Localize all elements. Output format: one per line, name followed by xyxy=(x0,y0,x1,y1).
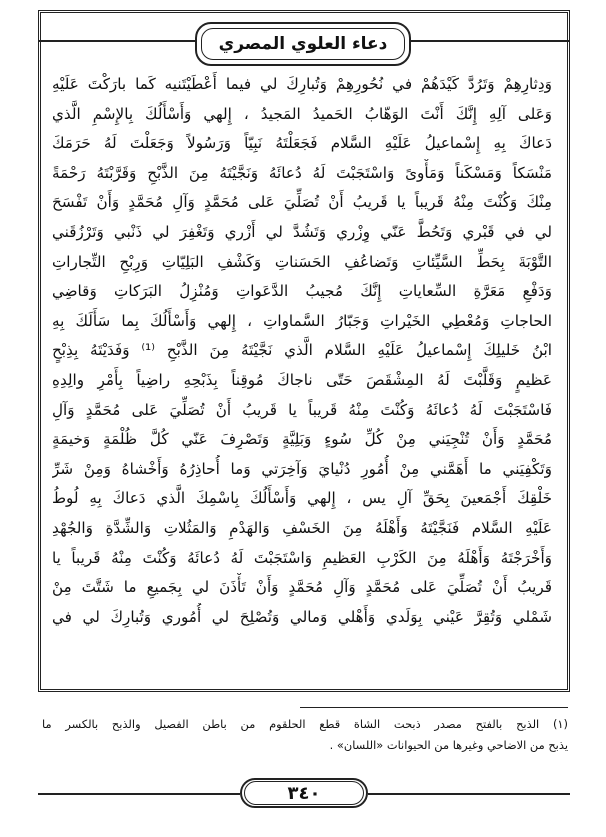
text-line: فَاسْتَجَبْتَ لَهُ دُعائَهُ وَكُنْتَ مِنْهُ قَريباً يا قَريبُ أَنْ تُصَلِّيَ عَلى مُحَمَّدٍ وَآلِ xyxy=(52,400,552,419)
text-line: وَدَفْعِ مَعَرَّةِ السِّعاياتِ إِنَّكَ مُجيبُ الدَّعَواتِ وَمُنْزِلُ البَرَكاتِ وَقاضِي xyxy=(52,282,552,301)
header-title-box xyxy=(195,22,411,66)
page-number-rule-left xyxy=(38,793,240,795)
text-line: الحاجاتِ وَمُعْطِي الخَيْراتِ وَجَبّارُ السَّماواتِ ، إِلهي وَأَسْأَلُكَ بِما سَأَلَكَ بِهِ xyxy=(52,311,552,330)
text-line: مَنْسَكاً وَمَسْكَناً وَمَأْوىً وَاسْتَجَبْتَ لَهُ دُعائَهُ وَنَجَّيْتَهُ مِنَ الذَّبْحِ وَقَرَّبْتَهُ رَحْمَةً xyxy=(52,163,552,182)
text-line: دَعاكَ بِهِ إِسْماعيلُ عَلَيْهِ السَّلام فَجَعَلْتَهُ نَبِيّاً وَرَسُولاً وَجَعَلْتَ لَهُ حَرَمَكَ xyxy=(52,134,552,153)
text-line: عَلَيْهِ السَّلام فَنَجَّيْتَهُ وَأَهْلَهُ مِنَ الخَسْفِ وَالهَدْمِ وَالمَثُلاتِ وَالشِّدَّةِ وَالجُهْدِ xyxy=(52,518,552,537)
footnote-separator xyxy=(300,707,568,708)
text-line: وَعَلى آلِهِ إِنَّكَ أَنْتَ الوَهّابُ الحَميدُ المَجيدُ ، إِلهي وَأَسْأَلُكَ بِالإِسْمِ الَّذي xyxy=(52,104,552,123)
header-rule-left xyxy=(38,40,195,42)
text-line: خَلْقِكَ أَجْمَعينَ بِحَقِّ آلِ يس ، إِلهي وَأَسْأَلُكَ بِاسْمِكَ الَّذي دَعاكَ بِهِ لُوطُ xyxy=(52,489,552,508)
text-line: وَدِثارِهِمْ وَتَرُدَّ كَيْدَهُمْ في نُحُورِهِمْ وَتُبارِكَ لي فيما أَعْطَيْتَنيه كَما بارَكْتَ عَلَيْهِ xyxy=(52,75,552,93)
page-number: ٣٤٠ xyxy=(287,782,321,804)
prayer-text xyxy=(52,70,552,632)
text-line: ابْنُ خَليلِكَ إِسْماعيلُ عَلَيْهِ السَّلام الَّذي نَجَّيْتَهُ مِنَ الذَّبْحِ ⁽¹⁾ وَفَدَيْتَهُ بِذِبْحٍ xyxy=(52,341,552,360)
text-line: شَمْلي وَتُقِرَّ عَيْني بِوَلَدي وَأَهْلي وَمالي وَتُصْلِحَ لي أُمُوري وَتُبارِكَ لي في xyxy=(52,607,552,626)
footnote-line: يذبح من الاضاحي وغيرها من الحيوانات «اللسان» . xyxy=(329,738,568,752)
header-rule-right xyxy=(407,40,570,42)
text-line: عَظيمٍ وَقَلَّبْتَ لَهُ المِشْقَصَ حَتّى ناجاكَ مُوقِناً بِذَبْحِهِ راضِياً بِأَمْرِ والِدِهِ xyxy=(52,370,552,389)
footnote-line: (١) الذبح بالفتح مصدر ذبحت الشاة قطع الحلقوم من باطن الفصيل والذبح بالكسر ما xyxy=(42,717,568,731)
text-line: مِنْكَ وَكُنْتَ مِنْهُ قَريباً يا قَريبُ أَنْ تُصَلِّيَ عَلى مُحَمَّدٍ وَآلِ مُحَمَّدٍ وَأَنْ تَفْسَحَ xyxy=(52,193,552,212)
text-line: مُحَمَّدٍ وَأَنْ تُنْجِيَني مِنْ كُلِّ سُوءٍ وَبَلِيَّةٍ وَتَصْرِفَ عَنّي كُلَّ ظُلْمَةٍ وَخيمَةٍ xyxy=(52,430,552,449)
text-line: التَّوْبَةَ بِحَطِّ السَّيِّئاتِ وَتَضاعُفِ الحَسَناتِ وَكَشْفِ البَلِيّاتِ وَرِبْحِ التِّجاراتِ xyxy=(52,252,552,271)
page-number-box xyxy=(240,778,368,808)
text-line: لي في قَبْري وَتَحُطَّ عَنّي وِزْري وَتَشُدَّ لي أَزْري وَتَغْفِرَ لي ذَنْبي وَتَرْزُقَني xyxy=(52,222,552,241)
page-number-rule-right xyxy=(368,793,570,795)
text-line: وَأَخْرَجْتَهُ وَأَهْلَهُ مِنَ الكَرْبِ العَظيمِ وَاسْتَجَبْتَ لَهُ دُعائَهُ وَكُنْتَ مِنْهُ قَريباً يا xyxy=(52,548,552,567)
page-title: دعاء العلوي المصري xyxy=(218,34,388,54)
text-line: وَتَكْفِيَني ما أَهَمَّني مِنْ أُمُورِ دُنْيايَ وَآخِرَتي وَما أُحاذِرُهُ وَأَخْشاهُ وَمِنْ شَرِّ xyxy=(52,459,552,478)
footnote xyxy=(42,714,568,756)
text-line: قَريبُ أَنْ تُصَلِّيَ عَلى مُحَمَّدٍ وَآلِ مُحَمَّدٍ وَأَنْ تَأْذَنَ لي بِجَميعِ ما شَتَّتَ مِنْ xyxy=(52,578,552,597)
